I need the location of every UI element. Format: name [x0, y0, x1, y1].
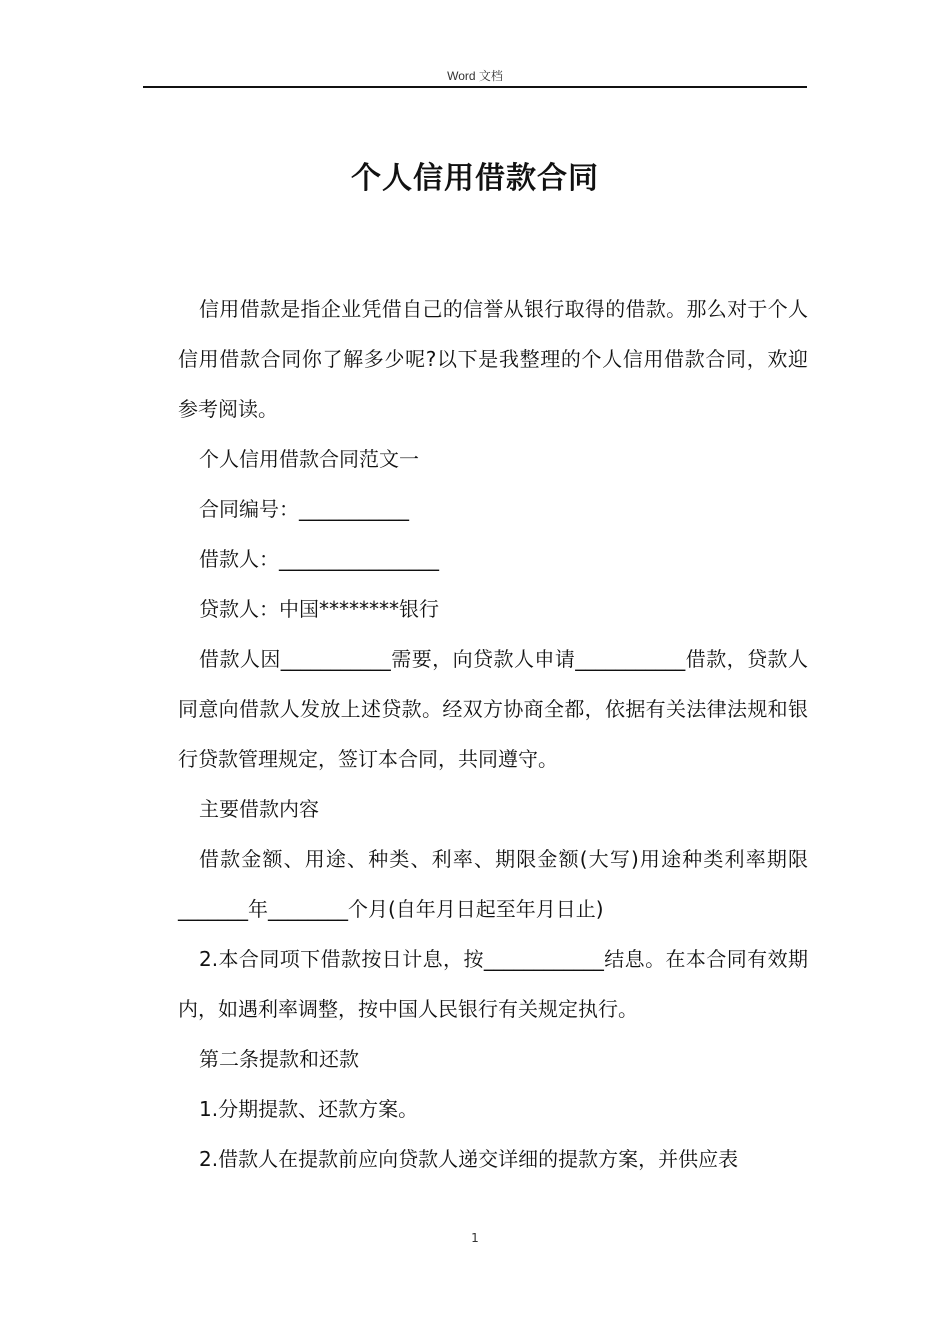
- page-number: 1: [471, 1231, 479, 1245]
- paragraph-sample-heading: 个人信用借款合同范文一: [199, 447, 419, 471]
- paragraph-loan-terms: 借款金额、用途、种类、利率、期限金额(大写)用途种类利率期限_______年________个月(自年月日起至年月日止): [178, 847, 808, 921]
- paragraph-borrower: 借款人：________________: [199, 547, 439, 571]
- paragraph-main-content-heading: 主要借款内容: [199, 797, 319, 821]
- paragraph-lender: 贷款人：中国********银行: [199, 597, 439, 621]
- document-body: [178, 284, 808, 1184]
- paragraph-contract-number: 合同编号：___________: [199, 497, 409, 521]
- header-divider: [143, 86, 807, 88]
- paragraph-interest: 2.本合同项下借款按日计息，按____________结息。在本合同有效期内，如遇利率调整，按中国人民银行有关规定执行。: [178, 947, 808, 1021]
- paragraph-article-two-heading: 第二条提款和还款: [199, 1047, 359, 1071]
- paragraph-withdrawal-plan: 2.借款人在提款前应向贷款人递交详细的提款方案，并供应表: [199, 1147, 739, 1171]
- page-header-label: Word 文档: [447, 69, 503, 83]
- paragraph-intro: 信用借款是指企业凭借自己的信誉从银行取得的借款。那么对于个人信用借款合同你了解多少呢?以下是我整理的个人信用借款合同，欢迎参考阅读。: [178, 297, 808, 421]
- paragraph-loan-purpose: 借款人因___________需要，向贷款人申请___________借款，贷款人同意向借款人发放上述贷款。经双方协商全都，依据有关法律法规和银行贷款管理规定，签订本合同，共同遵守。: [178, 647, 808, 771]
- document-title: 个人信用借款合同: [351, 161, 599, 196]
- paragraph-installment-plan: 1.分期提款、还款方案。: [199, 1097, 419, 1121]
